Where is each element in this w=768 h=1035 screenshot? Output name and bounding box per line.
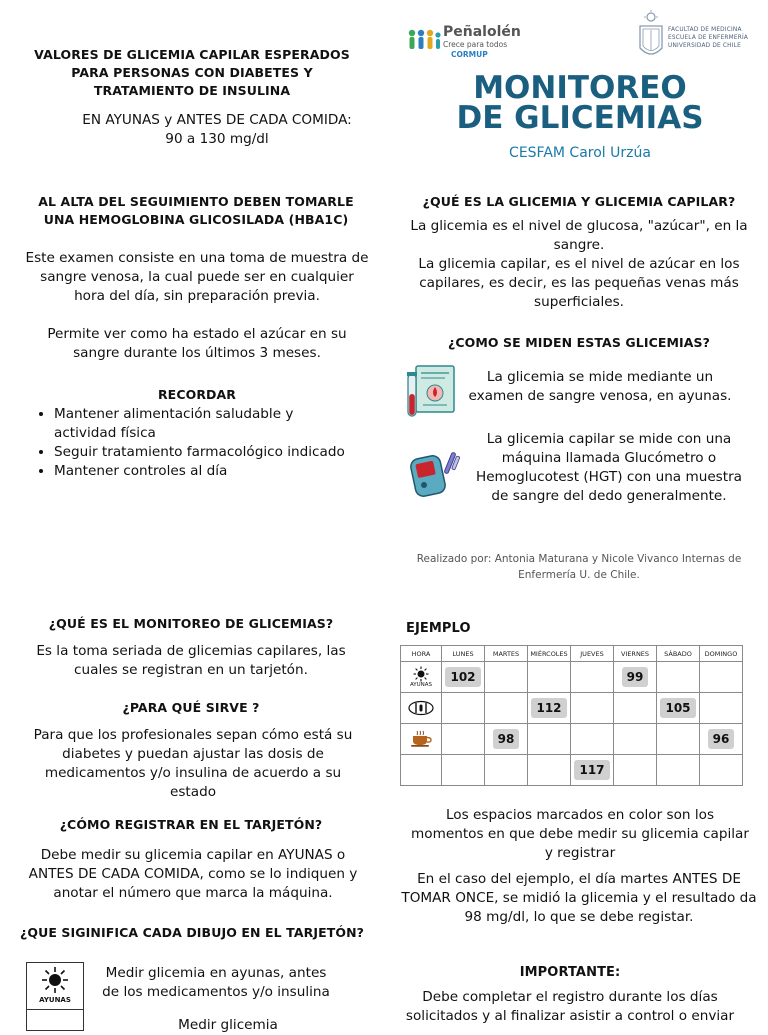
header-lunes: LUNES xyxy=(442,646,485,662)
second-meaning: Medir glicemia xyxy=(178,1017,278,1033)
table-header-row xyxy=(401,646,743,662)
como-registrar-text: Debe medir su glicemia capilar en AYUNAS o ANTES DE CADA COMIDA, como se lo indiquen y anotar el número que marca la máquina. xyxy=(28,847,358,901)
penalolen-name: Peñalolén xyxy=(443,24,521,40)
header-sabado: SÁBADO xyxy=(657,646,700,662)
list-item: • Seguir tratamiento farmacológico indicado xyxy=(54,443,354,462)
glicemia-question-heading: ¿QUÉ ES LA GLICEMIA Y GLICEMIA CAPILAR? xyxy=(422,194,736,209)
header-viernes: VIERNES xyxy=(614,646,657,662)
uchile-logo xyxy=(638,10,750,64)
lab-report-icon xyxy=(407,364,457,420)
plate-cutlery-icon xyxy=(407,700,435,716)
row-label-lunch xyxy=(401,693,442,724)
table-cell xyxy=(657,755,700,786)
sun-icon xyxy=(411,666,431,682)
ayunas-meaning: Medir glicemia en ayunas, antes de los medicamentos y/o insulina xyxy=(102,965,330,1000)
table-cell xyxy=(657,724,700,755)
hba1c-paragraph-2: Permite ver como ha estado el azúcar en su sangre durante los últimos 3 meses. xyxy=(47,326,347,361)
page-title-line2: DE GLICEMIAS xyxy=(456,100,704,136)
row-label-ayunas-text: AYUNAS xyxy=(409,681,433,688)
monitoreo-definition: Es la toma seriada de glicemias capilares, las cuales se registran en un tarjetón. xyxy=(36,643,346,678)
importante-text: Debe completar el registro durante los días solicitados y al finalizar asistir a control o enviar xyxy=(405,989,735,1024)
table-row xyxy=(401,755,743,786)
table-cell xyxy=(528,755,571,786)
table-cell xyxy=(700,662,743,693)
row-label-ayunas xyxy=(401,662,442,693)
coffee-cup-icon xyxy=(407,730,435,748)
ayunas-icon-box xyxy=(26,962,84,1010)
page-title-line1: MONITOREO xyxy=(473,70,687,106)
header-jueves: JUEVES xyxy=(571,646,614,662)
table-cell xyxy=(485,693,528,724)
table-cell xyxy=(700,693,743,724)
row-label-once xyxy=(401,724,442,755)
importante-heading: IMPORTANTE: xyxy=(519,965,621,980)
para-que-sirve-heading: ¿PARA QUÉ SIRVE ? xyxy=(122,700,260,715)
ayunas-label: AYUNAS xyxy=(39,996,71,1004)
table-cell xyxy=(657,662,700,693)
fasting-range-line1: EN AYUNAS y ANTES DE CADA COMIDA: xyxy=(82,112,352,128)
cormup-label: CORMUP xyxy=(451,50,488,59)
hba1c-paragraph-1: Este examen consiste en una toma de muestra de sangre venosa, la cual puede ser en cualquier hora del día, sin preparación previa. xyxy=(25,250,369,304)
table-cell xyxy=(442,724,485,755)
table-row xyxy=(401,724,743,755)
hba1c-heading: AL ALTA DEL SEGUIMIENTO DEBEN TOMARLE UNA HEMOGLOBINA GLICOSILADA (HBA1C) xyxy=(38,194,354,227)
sun-icon xyxy=(27,965,83,995)
table-cell xyxy=(571,662,614,693)
como-registrar-heading: ¿CÓMO REGISTRAR EN EL TARJETÓN? xyxy=(59,817,323,832)
values-heading: VALORES DE GLICEMIA CAPILAR ESPERADOS PARA PERSONAS CON DIABETES Y TRATAMIENTO DE INSULINA xyxy=(34,47,350,98)
page-subtitle: CESFAM Carol Urzúa xyxy=(509,145,651,161)
table-cell: 117 xyxy=(571,755,614,786)
glicemia-definition: La glicemia es el nivel de glucosa, "azúcar", en la sangre. xyxy=(410,218,748,253)
marked-spaces-text: Los espacios marcados en color son los momentos en que debe medir su glicemia capilar y registrar xyxy=(411,807,749,861)
header-martes: MARTES xyxy=(485,646,528,662)
venous-measure-text: La glicemia se mide mediante un examen de sangre venosa, en ayunas. xyxy=(468,369,732,404)
header-miercoles: MIÉRCOLES xyxy=(528,646,571,662)
table-cell xyxy=(442,693,485,724)
table-cell: 112 xyxy=(528,693,571,724)
dibujo-question-heading: ¿QUE SIGINIFICA CADA DIBUJO EN EL TARJETÓN? xyxy=(20,925,364,940)
table-cell xyxy=(614,724,657,755)
table-cell xyxy=(485,662,528,693)
table-cell xyxy=(614,693,657,724)
row-label-night xyxy=(401,755,442,786)
measure-question-heading: ¿COMO SE MIDEN ESTAS GLICEMIAS? xyxy=(447,335,710,350)
table-cell xyxy=(528,662,571,693)
uchile-text: FACULTAD DE MEDICINA ESCUELA DE ENFERMERÍA UNIVERSIDAD DE CHILE xyxy=(668,27,749,49)
credits: Realizado por: Antonia Maturana y Nicole Vivanco Internas de Enfermería U. de Chile. xyxy=(416,553,742,581)
table-cell xyxy=(614,755,657,786)
table-row xyxy=(401,693,743,724)
table-cell: 102 xyxy=(442,662,485,693)
monitoreo-question-heading: ¿QUÉ ES EL MONITOREO DE GLICEMIAS? xyxy=(48,616,334,631)
capillary-measure-text: La glicemia capilar se mide con una máquina llamada Glucómetro o Hemoglucotest (HGT) con una muestra de sangre del dedo generalmente. xyxy=(475,431,743,504)
header-hora: HORA xyxy=(401,646,442,662)
example-heading: EJEMPLO xyxy=(406,621,471,636)
table-cell: 96 xyxy=(700,724,743,755)
recordar-heading: RECORDAR xyxy=(157,387,237,402)
table-row xyxy=(401,662,743,693)
recordar-list xyxy=(34,405,354,481)
university-seal-icon xyxy=(638,10,664,64)
table-cell: 105 xyxy=(657,693,700,724)
second-icon-box xyxy=(26,1009,84,1031)
table-cell xyxy=(442,755,485,786)
example-explanation: En el caso del ejemplo, el día martes ANTES DE TOMAR ONCE, se midió la glicemia y el resultado da 98 mg/dl, lo que se debe registar. xyxy=(401,871,757,925)
glicemia-capilar-definition: La glicemia capilar, es el nivel de azúcar en los capilares, es decir, es las pequeñas venas más superficiales. xyxy=(418,256,740,310)
penalolen-tagline: Crece para todos xyxy=(443,40,508,49)
example-glycemia-table xyxy=(400,645,743,786)
para-que-sirve-text: Para que los profesionales sepan cómo está su diabetes y puedan ajustar las dosis de medicamentos y/o insulina de acuerdo a su estado xyxy=(33,727,353,800)
table-cell xyxy=(571,693,614,724)
table-cell xyxy=(528,724,571,755)
table-cell: 98 xyxy=(485,724,528,755)
fasting-range-line2: 90 a 130 mg/dl xyxy=(165,131,269,147)
table-cell xyxy=(485,755,528,786)
table-cell xyxy=(700,755,743,786)
glucometer-icon xyxy=(410,450,462,498)
list-item: • Mantener controles al día xyxy=(54,462,354,481)
table-cell xyxy=(571,724,614,755)
moon-icon xyxy=(413,761,429,779)
list-item: • Mantener alimentación saludable y actividad física xyxy=(54,405,354,443)
people-icon xyxy=(407,28,441,54)
header-domingo: DOMINGO xyxy=(700,646,743,662)
table-cell: 99 xyxy=(614,662,657,693)
penalolen-logo xyxy=(407,24,522,66)
